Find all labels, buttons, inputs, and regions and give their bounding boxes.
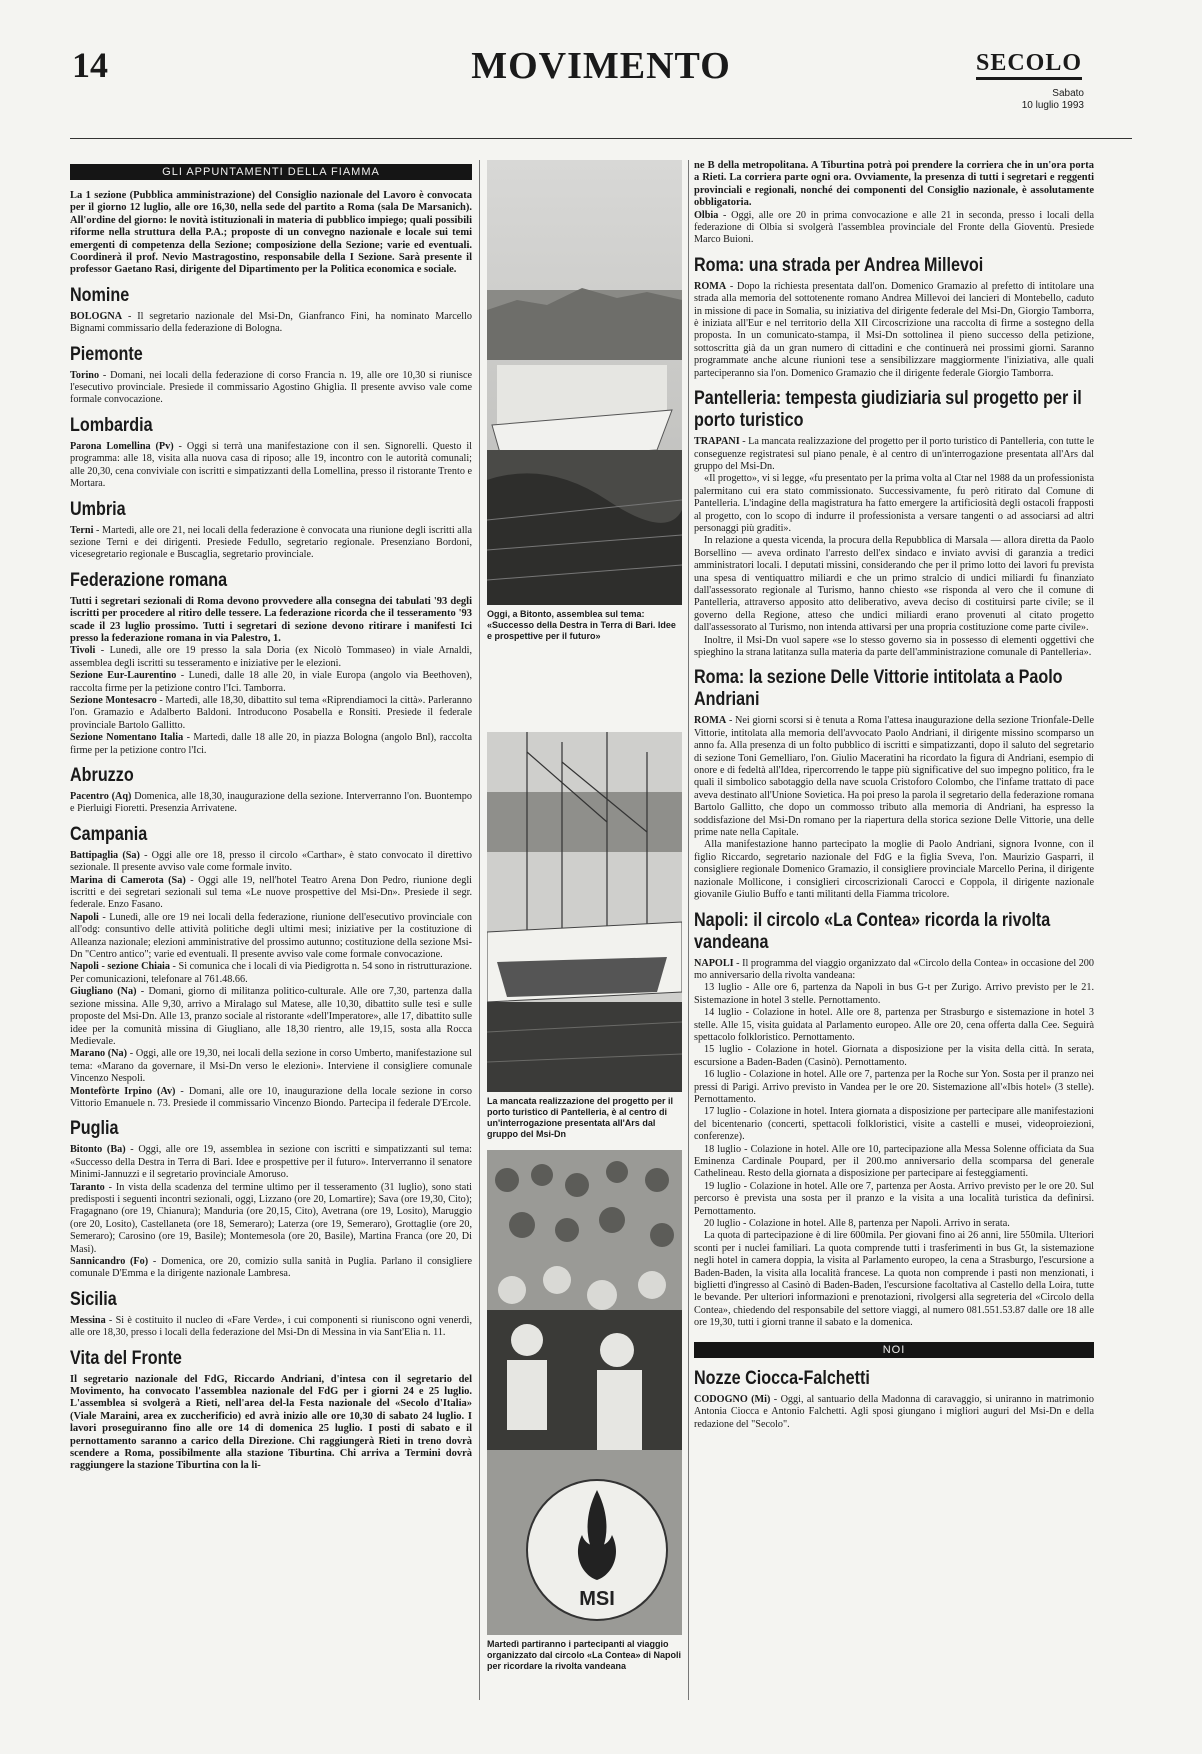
notice-place: Sezione Nomentano Italia — [70, 732, 184, 744]
article-text: - Dopo la richiesta presentata dall'on. Domenico Gramazio al prefetto di intitolare una strada alla memoria del sottotenente romano Andrea Millevoi dei lancieri di Montebello, caduto in missione di pace in Somalia, su iniziativa del dirigente federale del Msi-Dn, Giorgio Tamborra, è iniziata all'Eur e nel territorio della XII Circoscrizione una raccolta di firme a sostegno della proposta. In un comunicato-stampa, il Msi-Dn sottolinea il pieno successo della petizione, sottoscritta già da un gran numero di cittadini e che continuerà nei prossimi giorni. Saranno programmate anche alcune riunioni tese a sensibilizzare maggiormente l'iniziativa, alle quali parteciperanno sia l'on. Domenico Gramazio che il dirigente federale Giorgio Tamborra. — [694, 280, 1094, 379]
article-place: ROMA — [694, 715, 727, 727]
notice-place: Giugliano (Na) — [70, 986, 137, 998]
article-text: In relazione a questa vicenda, la procura della Repubblica di Marsala — allora diretta da Paolo Borsellino — aveva ordinato l'arresto dell'ex sindaco e inviato avvisi di garanzia a tredici amministratori locali. I deputati missini, considerando che per il primo lotto dei lavori fu prevista una spesa di ventiquattro miliardi e che un primo stralcio di undici miliardi fu finanziato dall'assessorato regionale al Turismo, hanno chiesto «se risponda al vero che il comune di Pantelleria, attraverso apposito atto deliberativo, aveva deciso di costituirsi parte civile; se il governo della Regione, atteso che undici miliardi erano provenuti al citato progetto dall'assessorato al Turismo, non intenda attivarsi per una propria costituzione come parte civile». — [694, 535, 1094, 634]
article-text: 19 luglio - Colazione in hotel. Alle ore 7, partenza per Aosta. Arrivo previsto per le ore 20. Sul percorso è prevista una sosta per il pranzo e la visita a una località turistica da definirsi. Pernottamento. — [694, 1180, 1094, 1217]
photo-caption-pantelleria: La mancata realizzazione del progetto per il porto turistico di Pantelleria, è al centro di un'interrogazione presentata all'Ars dal gruppo del Msi-Dn — [487, 1096, 674, 1139]
nozze-body: - Oggi, al santuario della Madonna di caravaggio, si uniranno in matrimonio Antonia Ciocca e Antonio Falchetti. Agli sposi giungano i migliori auguri del Msi-Dn e della redazione del "Secolo". — [694, 1393, 1094, 1430]
notice-item — [70, 875, 472, 912]
notice-item — [70, 695, 472, 732]
olbia-notice — [694, 210, 1094, 247]
notice-item — [70, 370, 472, 407]
noi-box: NOI — [694, 1342, 1094, 1358]
article-title: Roma: la sezione Delle Vittorie intitolata a Paolo Andriani — [694, 667, 1063, 711]
notice-item — [70, 961, 472, 986]
articles-list — [694, 255, 1094, 1330]
region-heading: Abruzzo — [70, 765, 134, 786]
notice-text: - Si è costituito il nucleo di «Fare Verde», i cui componenti si riuniscono ogni venerdì, alle ore 18,30, presso i locali della federazione del Msi-Dn di Messina in via Sant'Elia n. 11. — [70, 1314, 472, 1339]
article-text: Alla manifestazione hanno partecipato la moglie di Paolo Andriani, signora Ivonne, con il figlio Riccardo, segretario nazionale del FdG e la figlia Sveva, l'on. Maurizio Gasparri, il consigliere regionale Domenico Gramazio, il consigliere provinciale Marcello Perina, il dirigente nazionale Mollicone, i consiglieri circoscrizionali Carocci e Coppola, il dirigente nazionale giovanile Giulio Buffo e tanti militanti della Fiamma tricolore. — [694, 839, 1094, 901]
notice-item — [70, 1144, 472, 1181]
nozze-title: Nozze Ciocca-Falchetti — [694, 1367, 870, 1389]
article-text: - Nei giorni scorsi si è tenuta a Roma l'attesa inaugurazione della sezione Trionfale-Delle Vittorie, intitolata alla memoria dell'avvocato Paolo Andriani, il dirigente missino scomparso un anno fa. Alla presenza di un folto pubblico di iscritti e simpatizzanti, dopo il saluto del segretario di sezione Toni Gemelliaro, l'on. Giulio Maceratini ha ricordato la figura di Andriani, esempio di onore e di fedeltà all'Idea, ripercorrendo le tappe più significative del suo impegno politico, fra le quali il simbolico sabotaggio della nave scuola Cristoforo Colombo, che l'infame trattato di pace aveva destinato all'Unione Sovietica. Ha poi preso la parola il segretario della federazione romana Bartolo Gallitto, che dopo un commosso tributo alla memoria di Andriani, ha espresso la soddisfazione del Msi-Dn romano per la riapertura della storica sezione Delle Vittorie, una delle prime nate nella Capitale. — [694, 715, 1094, 839]
region-heading: Federazione romana — [70, 569, 228, 591]
notice-place: Pacentro (Aq) — [70, 791, 132, 802]
region-heading: Puglia — [70, 1118, 119, 1140]
article-paragraph — [694, 1069, 1094, 1106]
notice-text: Domenica, alle 18,30, inaugurazione della sezione. Interverranno l'on. Buontempo e Pierluigi Fioretti. Presenzia Arrivatene. — [70, 791, 472, 815]
article-text: Inoltre, il Msi-Dn vuol sapere «se lo stesso governo sia in possesso di elementi oggettivi che spieghino la strana latitanza sulla materia da parte dell'amministrazione comunale di Pantelleria». — [694, 634, 1094, 658]
notice-text: - Domani, nei locali della federazione di corso Francia n. 19, alle ore 10,30 si riunisce l'esecutivo provinciale. Presiede il commissario Agostino Ghiglia. Il presente avviso vale come formale convocazione. — [70, 369, 472, 406]
article-paragraph — [694, 715, 1094, 839]
article-paragraph — [694, 1044, 1094, 1069]
notice-text: - Domenica, ore 20, comizio sulla sanità in Puglia. Parlano il consigliere comunale D'Emma e la dirigente nazionale Lambresa. — [70, 1256, 472, 1280]
article-paragraph — [694, 1181, 1094, 1218]
article-paragraph — [694, 1230, 1094, 1329]
region-heading: Sicilia — [70, 1288, 117, 1310]
notice-text: - Lunedì, alle ore 19 nei locali della federazione, riunione dell'esecutivo provinciale con all'odg: consuntivo delle attività politiche degli ultimi mesi; iniziative per la costituzione di Alleanza nazionale; elezioni amministrative del prossimo autunno; costituzione della sezione Msi-Dn "Centro antico"; varie ed eventuali. Il presente avviso vale come formale convocazione. — [70, 911, 472, 961]
article-place: NAPOLI — [694, 957, 734, 969]
notice-place: Taranto — [70, 1181, 105, 1193]
article-paragraph — [694, 436, 1094, 473]
notice-item — [70, 986, 472, 1048]
boats-photo — [487, 732, 682, 1092]
continuation-text: ne B della metropolitana. A Tiburtina potrà poi prendere la corriera che in un'ora porta a Rieti. La corriera parte ogni ora. Ovviamente, la presenza di tutti i segretari e reggenti provinciali e regionali, nonché dei componenti del Consiglio nazionale, è assolutamente obbligatoria. — [694, 160, 1094, 209]
region-lead: Tutti i segretari sezionali di Roma devono provvedere alla consegna dei tabulati '93 degli iscritti per procedere al ritiro delle tessere. La federazione ricorda che il tesseramento '93 scade il 23 luglio prossimo. Tutti i segretari di sezione devono ritirare i manifesti Ici presso la federazione romana in via Palestro, 1. — [70, 595, 472, 644]
notice-text: - Oggi, alle ore 19,30, nei locali della sezione in corso Umberto, manifestazione sul tema: «Marano da governare, il Msi-Dn verso le elezioni». Interviene il consigliere comunale Vincenzo Nespoli. — [70, 1048, 472, 1085]
article-text: 13 luglio - Alle ore 6, partenza da Napoli in bus G-t per Zurigo. Arrivo previsto per le 21. Sistemazione in hotel 3 stelle. Pernottamento. — [694, 982, 1094, 1006]
region-lead: Il segretario nazionale del FdG, Riccardo Andriani, d'intesa con il segretario del Movimento, ha convocato l'assemblea nazionale del FdG per i giorni 24 e 25 luglio. L'assemblea si svolgerà a Rieti, nell'area del-la Festa nazionale del «Secolo d'Italia» (Viale Maraini, area ex zuccherificio) ed avrà inizio alle ore 10,30 di sabato 24 luglio. I lavori proseguiranno fino alle ore 14 di domenica 25 luglio. I posti di sabato e il pernottamento saranno a carico della Direzione. Chi raggiungerà Rieti in treno dovrà scendere a Roma, possibilmente alla stazione Tiburtina. Chi arriva a Termini dovrà raggiungere la stazione Tiburtina con la li- — [70, 1373, 472, 1472]
notice-text: - Oggi alle 19, nell'hotel Teatro Arena Don Pedro, riunione degli iscritti e dei segretari sezionali sul tema «Le nuove prospettive del Msi-Dn». Presiede il segr. federale. Enzo Fasano. — [70, 874, 472, 911]
article-text: 18 luglio - Colazione in hotel. Alle ore 10, partecipazione alla Messa Solenne officiata da Sua Eminenza Cardinale Poupard, per il 200.mo anniversario della scomparsa del generale Cathelineau. Resto della giornata a disposizione per partecipare ai festeggiamenti. — [694, 1143, 1094, 1180]
notice-place: Sannicandro (Fo) — [70, 1256, 149, 1267]
notice-text: - Martedì, dalle 18 alle 20, in piazza Bologna (angolo Bnl), raccolta firme per la petizione contro l'Ici. — [70, 732, 472, 756]
article-place: ROMA — [694, 280, 727, 292]
notice-item — [70, 1048, 472, 1085]
crowd-photo-graphic — [487, 1150, 682, 1635]
article-paragraph — [694, 1106, 1094, 1143]
notice-item — [70, 311, 472, 336]
article-paragraph — [694, 473, 1094, 535]
region-heading: Umbria — [70, 498, 126, 520]
header-rule — [70, 138, 1132, 139]
article-paragraph — [694, 281, 1094, 380]
notice-place: Torino — [70, 369, 100, 381]
notice-place: Napoli — [70, 911, 99, 923]
notice-text: - In vista della scadenza del termine ultimo per il tesseramento (31 luglio), sono stati predisposti i seguenti incontri sezionali, oggi, Lizzano (ore 20, Lomartire); Sava (ore 19,30, Cito); Fragagnano (ore 19, Chianura); Manduria (ore 20,15, Cito), Avetrana (ore 19, Losito), Maruggio (ore 20, Losito), Castellaneta (ore 18, Semeraro); Laterza (ore 19, Semeraro), Grottaglie (ore 20, Semeraro); Carosino (ore 19, Basile); Montemesola (ore 20, Basile), Martina Franca (ore 20, Di Masi). — [70, 1181, 472, 1255]
notice-item — [70, 850, 472, 875]
notice-text: - Si comunica che i locali di via Piedigrotta n. 54 sono in ristrutturazione. Per comunicazioni, telefonare al 761.48.66. — [70, 961, 472, 985]
notice-place: Parona Lomellina (Pv) — [70, 440, 174, 452]
photo-caption-contea: Martedì partiranno i partecipanti al viaggio organizzato dal circolo «La Contea» di Napoli per ricordare la rivolta vandeana — [487, 1639, 682, 1671]
article-text: 14 luglio - Colazione in hotel. Alle ore 8, partenza per Strasburgo e sistemazione in hotel 3 stelle. Alle 15, visita guidata al Parlamento europeo. Alle ore 20, cena offerta dalla Cee. Seguirà spettacolo folkloristico. Pernottamento. — [694, 1007, 1094, 1043]
notice-place: Tivoli — [70, 645, 96, 657]
notice-item — [70, 1086, 472, 1111]
notice-text: - Oggi si terrà una manifestazione con il sen. Signorelli. Questo il programma: alle 18, visita alla nuova casa di riposo; alle 19, incontro con le autorità comunali; alle 20,30, cena conviviale con iscritti e simpatizzanti della Lomellina, presso il ristorante Trento e Mortara. — [70, 440, 472, 490]
photo-caption-bitonto: Oggi, a Bitonto, assemblea sul tema: «Successo della Destra in Terra di Bari. Idee e prospettive per il futuro» — [487, 609, 676, 641]
nozze-text — [694, 1394, 1094, 1431]
articles-column — [694, 160, 1094, 1700]
article-paragraph — [694, 958, 1094, 983]
notice-place: Messina — [70, 1314, 106, 1326]
article-paragraph — [694, 535, 1094, 634]
article-text: 17 luglio - Colazione in hotel. Intera giornata a disposizione per partecipare alle manifestazioni del bicentenario (concerti, spettacoli folkloristici, visite a castelli e musei, videoproiezioni, conferenze). — [694, 1106, 1094, 1143]
article-paragraph — [694, 839, 1094, 901]
harbor-photo-graphic — [487, 160, 682, 605]
article-text: 16 luglio - Colazione in hotel. Alle ore 7, partenza per la Roche sur Yon. Sosta per il pranzo nei pressi di Parigi. Arrivo previsto in Vandea per le ore 20. Sistemazione all'«Ibis hotel» (3 stelle). Pernottamento. — [694, 1069, 1094, 1105]
notice-place: Napoli - sezione Chiaia — [70, 961, 170, 973]
article-title: Napoli: il circolo «La Contea» ricorda la rivolta vandeana — [694, 909, 1051, 953]
harbor-photo — [487, 160, 682, 605]
article-paragraph — [694, 1144, 1094, 1181]
notice-place: Marano (Na) — [70, 1048, 128, 1060]
notice-text: - Lunedì, dalle 18 alle 20, in viale Europa (angolo via Beethoven), raccolta firme per la petizione contro l'Ici. Tamborra. — [70, 670, 472, 694]
column-rule — [479, 160, 480, 1700]
article-paragraph — [694, 1007, 1094, 1044]
notice-text: - Oggi, alle ore 19, assemblea in sezione con iscritti e simpatizzanti sul tema: «Successo della Destra in Terra di Bari. Idee e prospettive per il futuro». Interverranno il senatore Minimi-Jannuzzi e il segretario provinciale Amoruso. — [70, 1144, 472, 1181]
notice-text: - Domani, giorno di militanza politico-culturale. Alle ore 7,30, partenza dalla sezione missina. Alle 9,30, arrivo a Miralago sul Matese, alle 10,30, dibattito sulle tesi e sulle proposte del Msi-Dn. Alle 13, pranzo sociale al ristorante «dell'Imperatore», alle 17, dibattito sulle idee per la comunità missina di Giugliano, alle 18,30 rientro, alle 19,15, sosta alla Rocca Medievale. — [70, 986, 472, 1047]
notice-place: Marina di Camerota (Sa) — [70, 874, 186, 886]
notice-place: BOLOGNA — [70, 310, 123, 322]
notice-text: - Martedì, alle ore 21, nei locali della federazione è convocata una riunione degli iscritti alla sezione Terni e dei dirigenti. Presiede Fedullo, segretario regionale. Presenziano Bordoni, vicesegretario regionale e Buscaglia, segretario provinciale. — [70, 524, 472, 561]
region-heading: Piemonte — [70, 343, 143, 365]
photo-column — [487, 160, 682, 1700]
notice-item — [70, 525, 472, 562]
notice-place: Terni — [70, 524, 94, 536]
notice-item — [70, 791, 472, 816]
dateline — [1022, 88, 1084, 112]
region-heading: Nomine — [70, 284, 130, 306]
notice-text: - Domani, alle ore 10, inaugurazione della locale sezione in corso Vittorio Emanuele n. 73. Presiede il commissario Vincenzo Biondo. Partecipa il federale D'Ercole. — [70, 1085, 472, 1109]
region-heading: Campania — [70, 823, 148, 845]
notice-item — [70, 1315, 472, 1340]
article-title: Roma: una strada per Andrea Millevoi — [694, 254, 984, 276]
article-text: «Il progetto», vi si legge, «fu presentato per la prima volta al Ctar nel 1988 da un professionista palermitano cui era stato commissionato. Successivamente, fu però ritirato dal Comune di Pantelleria. L'indagine della magistratura ha fatto emergere la artificiosità degli ostacoli frapposti al progetto, con lo scopo di indurre il professionista a versare tangenti o ad associarsi ad altri personaggi più graditi». — [694, 473, 1094, 534]
notice-item — [70, 1182, 472, 1256]
dateline-date: 10 luglio 1993 — [1021, 100, 1084, 111]
notice-item — [70, 912, 472, 962]
olbia-place: Olbia — [694, 209, 719, 221]
dateline-day: Sabato — [1052, 88, 1084, 99]
article-paragraph — [694, 982, 1094, 1007]
article-paragraph — [694, 1218, 1094, 1230]
article-paragraph — [694, 635, 1094, 660]
notice-text: - Lunedì, alle ore 19 presso la sala Doria (ex Nicolò Tommaseo) in viale Arnaldi, assemblea degli iscritti su tesseramento e iniziative per le elezioni. — [70, 645, 472, 669]
notice-text: - Il segretario nazionale del Msi-Dn, Gianfranco Fini, ha nominato Marcello Bignami commissario della federazione di Bologna. — [70, 310, 472, 335]
article-place: TRAPANI — [694, 436, 740, 448]
appointments-column — [70, 160, 472, 1700]
region-heading: Vita del Fronte — [70, 1347, 182, 1369]
article-text: - La mancata realizzazione del progetto per il porto turistico di Pantelleria, con tutte le conseguenze registratesi sul piano penale, è al centro di un'interrogazione presentata all'Ars dal gruppo del Msi-Dn. — [694, 436, 1094, 472]
article-text: La quota di partecipazione è di lire 600mila. Per giovani fino ai 26 anni, lire 550mila. Ulteriori sconti per i nuclei familiari. La quota comprende tutti i trasferimenti in bus Gt, la sistemazione negli hotel in camera doppia, la visita al Parlamento europeo, la cena a Strasburgo, l'escursione a Baden-Baden, la visita alla località francese. La quota non comprende i pasti non menzionati, i biglietti d'ingresso al Casinò di Baden-Baden, l'escursione facoltativa al Castello della Loira, tutte le bevande. Per ulteriori informazioni e prenotazioni, rivolgersi alla segreteria del «Circolo della Contea», chiedendo del responsabile del settore viaggi, al numero 081.551.53.87 dalle ore 18 alle ore 19,30, tutti i giorni tranne il sabato e la domenica. — [694, 1230, 1094, 1329]
article-text: 15 luglio - Colazione in hotel. Giornata a disposizione per la visita della città. In serata, escursione a Baden-Baden (Casinò). Pernottamento. — [694, 1044, 1094, 1068]
box-title: GLI APPUNTAMENTI DELLA FIAMMA — [70, 164, 472, 180]
page-number: 14 — [72, 45, 108, 85]
column-rule — [688, 160, 689, 1700]
notice-place: Bitonto (Ba) — [70, 1144, 126, 1156]
intro-text: La 1 sezione (Pubblica amministrazione) del Consiglio nazionale del Lavoro è convocata per il giorno 12 luglio, alle ore 16,30, nella sede del partito a Roma (sala De Marsanich). All'ordine del giorno: le novità istituzionali in materia di pubblico impiego; quali possibili riforme nella struttura della P.A.; proposte di un convegno nazionale e locale sui temi emergenti di competenza della Sezione; composizione della Sezione; varie ed eventuali. Coordinerà il prof. Nevio Mastragostino, responsabile della I Sezione. Sarà presente il professor Gaetano Rasi, dirigente del Dipartimento per la Politica economica e sociale. — [70, 190, 472, 276]
notice-place: Sezione Eur-Laurentino — [70, 670, 177, 682]
notice-place: Battipaglia (Sa) — [70, 849, 140, 861]
notice-text: - Martedì, alle 18,30, dibattito sul tema «Riprendiamoci la città». Parleranno l'on. Gramazio e Adalberto Baldoni. Introducono Posabella e Ronsiti. Presiede il federale provinciale Bartolo Gallitto. — [70, 694, 472, 731]
nozze-place: CODOGNO (Mi) — [694, 1393, 771, 1405]
crowd-photo — [487, 1150, 682, 1635]
msi-badge-text: MSI — [579, 1588, 615, 1610]
notice-text: - Oggi alle ore 18, presso il circolo «Carthar», è stato convocato il direttivo sezionale. Il presente avviso vale come formale invito. — [70, 849, 472, 874]
notice-item — [70, 645, 472, 670]
notice-item — [70, 1256, 472, 1281]
notice-place: Sezione Montesacro — [70, 694, 157, 706]
article-text: 20 luglio - Colazione in hotel. Alle 8, partenza per Napoli. Arrivo in serata. — [704, 1218, 1010, 1230]
notice-item — [70, 441, 472, 491]
regional-sections — [70, 285, 472, 1473]
newspaper-logo: SECOLO — [976, 50, 1082, 80]
section-title: MOVIMENTO — [471, 45, 731, 87]
region-heading: Lombardia — [70, 414, 153, 436]
notice-place: Montefòrte Irpino (Av) — [70, 1085, 176, 1097]
article-title: Pantelleria: tempesta giudiziaria sul progetto per il porto turistico — [694, 388, 1082, 432]
boats-photo-graphic — [487, 732, 682, 1092]
notice-item — [70, 670, 472, 695]
article-text: - Il programma del viaggio organizzato dal «Circolo della Contea» in occasione del 200 mo anniversario della rivolta vandeana: — [694, 957, 1094, 981]
notice-item — [70, 732, 472, 757]
olbia-text: - Oggi, alle ore 20 in prima convocazione e alle 21 in seconda, presso i locali della federazione di Olbia si svolgerà l'assemblea provinciale del Fronte della Gioventù. Presiede Marco Buioni. — [694, 209, 1094, 246]
